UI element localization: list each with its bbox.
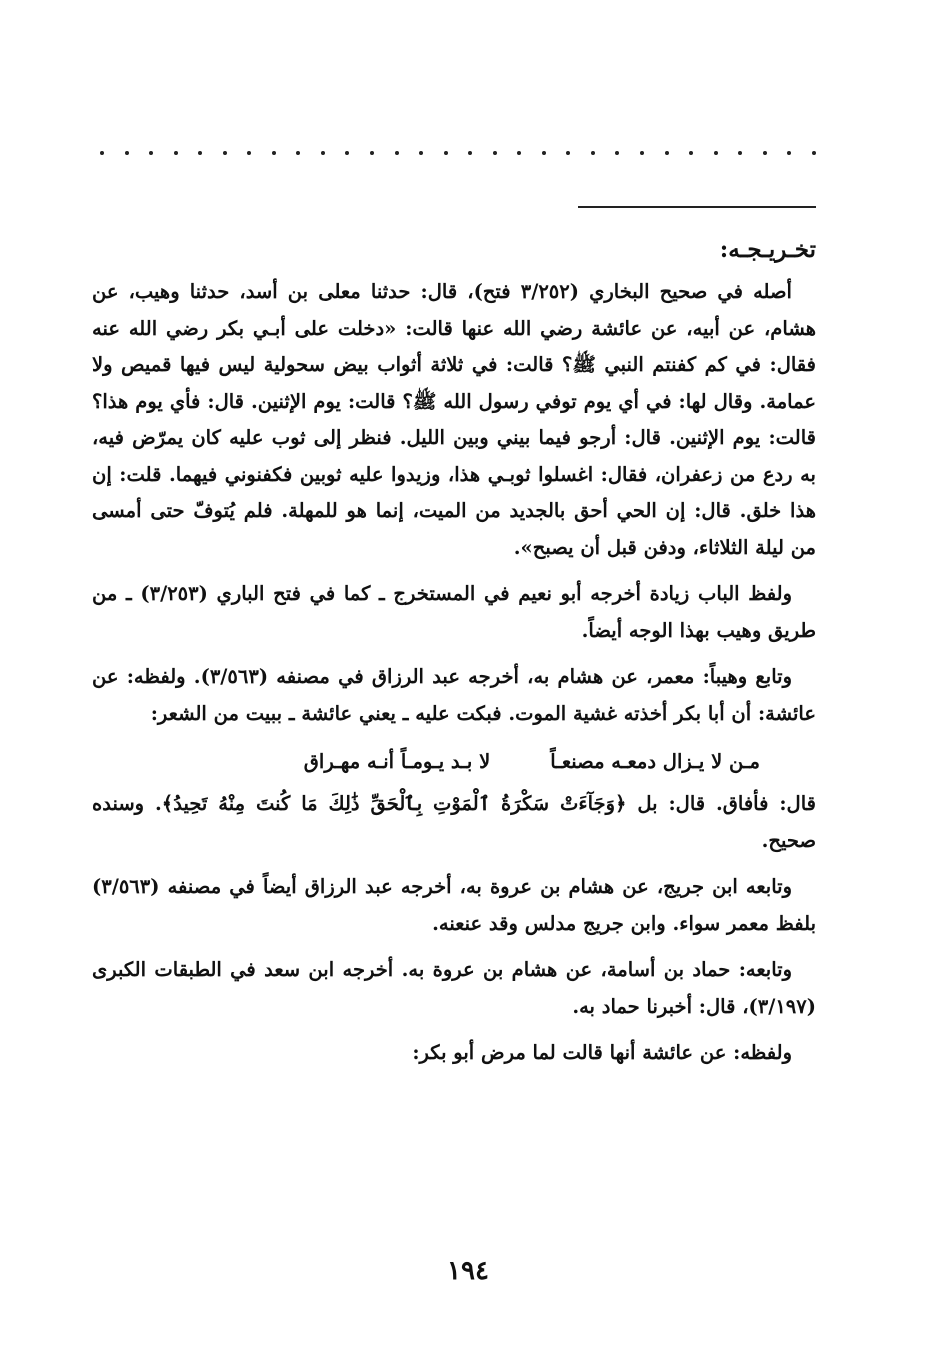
section-rule [578, 206, 816, 208]
paragraph-quran-quote: قال: فأفاق. قال: بل ﴿وَجَآءَتْ سَكْرَةُ ٱلْمَوْتِ بِٱلْحَقِّ ذَٰلِكَ مَا كُنتَ مِنْهُ تَحِيدُ﴾. وسنده صحيح. [92, 792, 816, 852]
paragraph-final: ولفظه: عن عائشة أنها قالت لما مرض أبو بكر: [412, 1041, 792, 1064]
verse-second-hemistich: لا بـد يـومـاً أنـه مهـراق [303, 750, 491, 773]
dotted-separator [100, 146, 816, 160]
paragraph-mamar: وتابع وهيباً: معمر، عن هشام به، أخرجه عبد الرزاق في مصنفه (٣/٥٦٣). ولفظه: عن عائشة: أن أبا بكر أخذته غشية الموت. فبكت عليه ـ يعني عائشة ـ ببيت من الشعر: [92, 665, 816, 725]
paragraph-ibn-jurayj: وتابعه ابن جريج، عن هشام بن عروة به، أخرجه عبد الرزاق أيضاً في مصنفه (٣/٥٦٣) بلفظ معمر سواء. وابن جريج مدلس وقد عنعنه. [92, 875, 816, 935]
verse-first-hemistich: مـن لا يـزال دمعـه مصنعـاً [550, 750, 760, 773]
main-text [92, 228, 816, 1082]
page-number: ١٩٤ [447, 1256, 489, 1286]
section-heading: تخـريـجـه: [719, 236, 816, 263]
paragraph-hammad: وتابعه: حماد بن أسامة، عن هشام بن عروة به. أخرجه ابن سعد في الطبقات الكبرى (٣/١٩٧)، قال: أخبرنا حماد به. [92, 958, 816, 1018]
paragraph-abu-nuaym: ولفظ الباب زيادة أخرجه أبو نعيم في المستخرج ـ كما في فتح الباري (٣/٢٥٣) ـ من طريق وهيب بهذا الوجه أيضاً. [92, 582, 816, 642]
paragraph-bukhari: أصله في صحيح البخاري (٣/٢٥٢ فتح)، قال: حدثنا معلى بن أسد، حدثنا وهيب، عن هشام، عن أبيه، عن عائشة رضي الله عنها قالت: «دخلت على أبـي بكر رضي الله عنه فقال: في كم كفنتم النبي ﷺ؟ قالت: في ثلاثة أثواب بيض سحولية ليس فيها قميص ولا عمامة. وقال لها: في أي يوم توفي رسول الله ﷺ؟ قالت: يوم الإثنين. قال: فأي يوم هذا؟ قالت: يوم الإثنين. قال: أرجو فيما بيني وبين الليل. فنظر إلى ثوب عليه كان يمرّض فيه، به ردع من زعفران، فقال: اغسلوا ثوبـي هذا، وزيدوا عليه ثوبين فكفنوني فيهما. قلت: إن هذا خلق. قال: إن الحي أحق بالجديد من الميت، إنما هو للمهلة. فلم يُتوفّ حتى أمسى من ليلة الثلاثاء، ودفن قبل أن يصبح». [92, 280, 816, 559]
poetry-verse [92, 742, 816, 782]
